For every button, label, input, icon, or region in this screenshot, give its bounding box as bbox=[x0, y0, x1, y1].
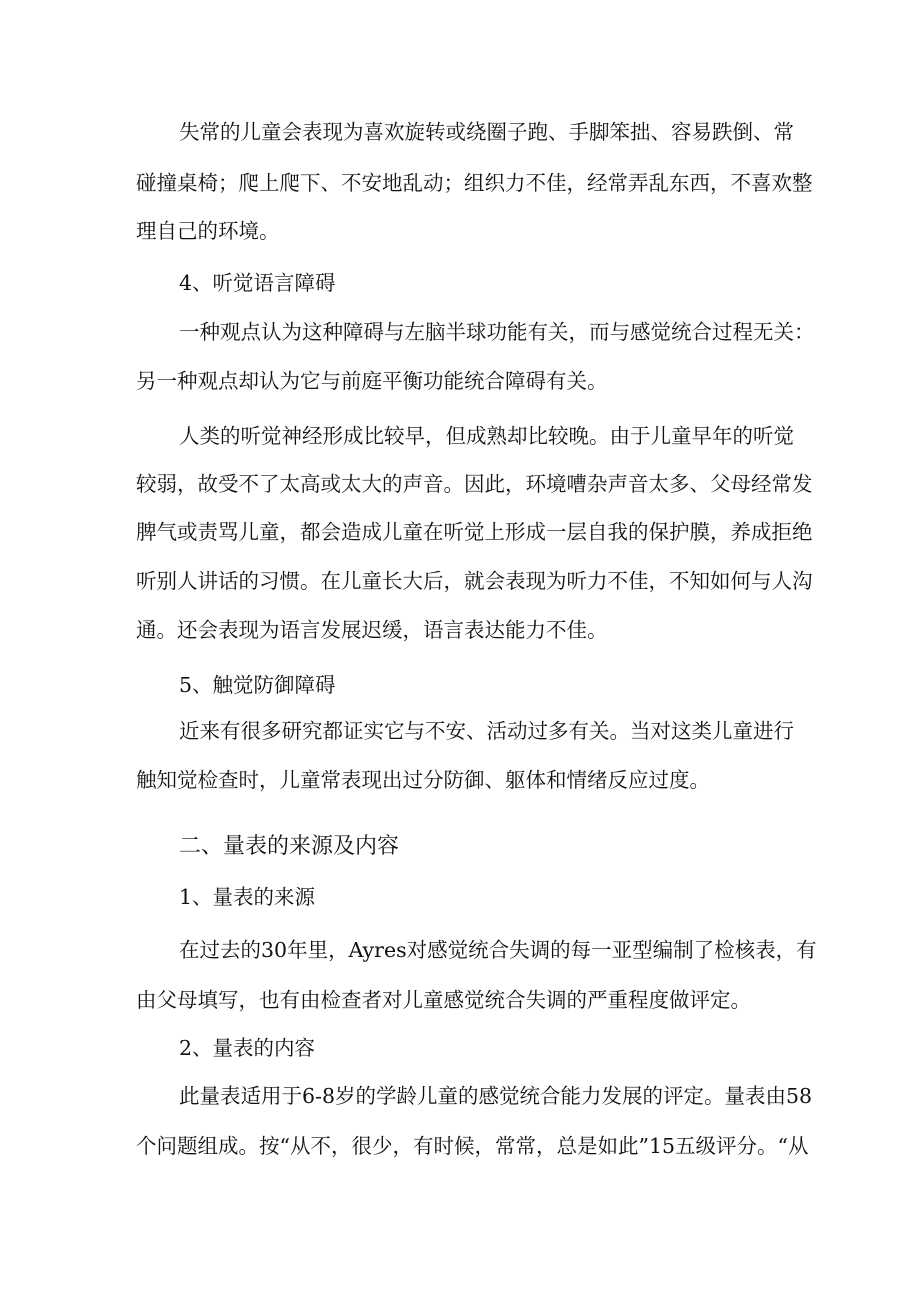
paragraph-line: 个问题组成。按“从不，很少，有时候，常常，总是如此”15五级评分。“从 bbox=[136, 1134, 809, 1158]
paragraph-line: 理自己的环境。 bbox=[136, 219, 280, 243]
paragraph-line: 一种观点认为这种障碍与左脑半球功能有关，而与感觉统合过程无关： bbox=[179, 320, 815, 344]
paragraph-line: 通。还会表现为语言发展迟缓，语言表达能力不佳。 bbox=[136, 618, 608, 642]
paragraph-line: 人类的听觉神经形成比较早，但成熟却比较晚。由于儿童早年的听觉 bbox=[179, 424, 794, 448]
paragraph-line: 由父母填写，也有由检查者对儿童感觉统合失调的严重程度做评定。 bbox=[136, 988, 751, 1012]
paragraph-line: 此量表适用于6-8岁的学龄儿童的感觉统合能力发展的评定。量表由58 bbox=[179, 1084, 813, 1108]
paragraph-line: 碰撞桌椅；爬上爬下、不安地乱动；组织力不佳，经常弄乱东西，不喜欢整 bbox=[136, 171, 813, 195]
subsection-heading-source: 1、量表的来源 bbox=[179, 885, 316, 909]
paragraph-line: 另一种观点却认为它与前庭平衡功能统合障碍有关。 bbox=[136, 369, 608, 393]
section-heading: 二、量表的来源及内容 bbox=[179, 834, 400, 859]
subsection-heading-content: 2、量表的内容 bbox=[179, 1036, 316, 1060]
paragraph-line: 较弱，故受不了太高或太大的声音。因此，环境嘈杂声音太多、父母经常发 bbox=[136, 472, 813, 496]
item-heading-tactile: 5、触觉防御障碍 bbox=[179, 673, 336, 697]
paragraph-line: 听别人讲话的习惯。在儿童长大后，就会表现为听力不佳，不知如何与人沟 bbox=[136, 569, 813, 593]
paragraph-line: 脾气或责骂儿童，都会造成儿童在听觉上形成一层自我的保护膜，养成拒绝 bbox=[136, 520, 813, 544]
paragraph-line: 近来有很多研究都证实它与不安、活动过多有关。当对这类儿童进行 bbox=[179, 719, 794, 743]
paragraph-line: 在过去的30年里，Ayres对感觉统合失调的每一亚型编制了检核表，有 bbox=[179, 938, 817, 962]
paragraph-line: 触知觉检查时，儿童常表现出过分防御、躯体和情绪反应过度。 bbox=[136, 768, 710, 792]
paragraph-line: 失常的儿童会表现为喜欢旋转或绕圈子跑、手脚笨拙、容易跌倒、常 bbox=[179, 120, 794, 144]
item-heading-auditory: 4、听觉语言障碍 bbox=[179, 271, 336, 295]
